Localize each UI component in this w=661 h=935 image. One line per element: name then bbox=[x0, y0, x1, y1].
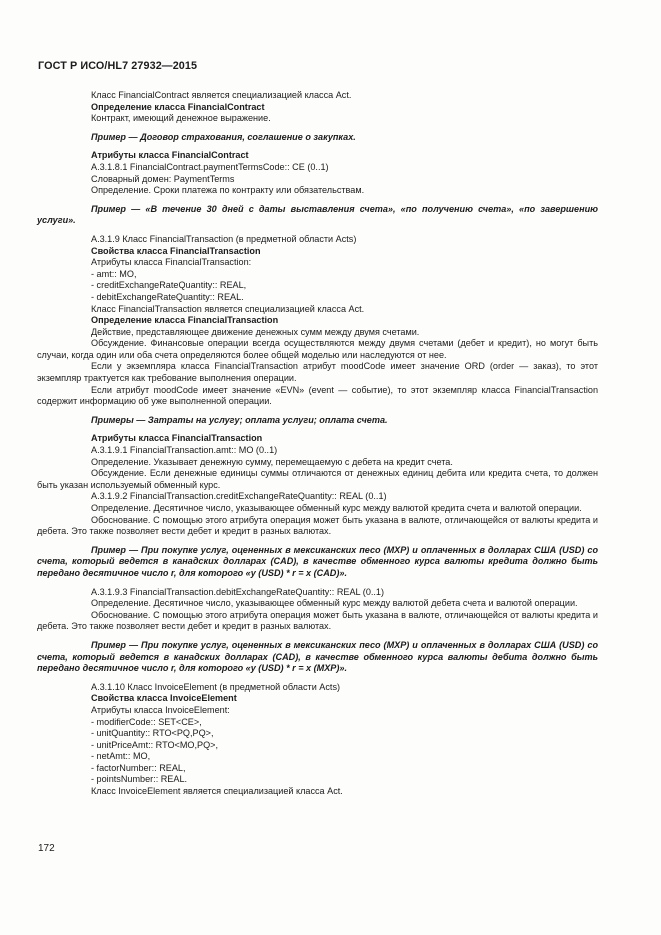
paragraph: Если атрибут moodCode имеет значение «EVN» (event — событие), то этот экземпляр класса FinancialTransaction содержит информацию об уже выполненной операции. bbox=[37, 384, 598, 407]
list-item: - netAmt:: MO, bbox=[91, 751, 151, 762]
list-item: - unitPriceAmt:: RTO<MO,PQ>, bbox=[91, 739, 219, 750]
paragraph: Словарный домен: PaymentTerms bbox=[91, 173, 235, 184]
paragraph: Контракт, имеющий денежное выражение. bbox=[91, 113, 271, 124]
document-body bbox=[37, 90, 598, 798]
section-heading: Свойства класса InvoiceElement bbox=[91, 693, 237, 704]
example: Пример — При покупке услуг, оцененных в мексиканских песо (MXP) и оплаченных в долларах США (USD) со счета, который ведется в канадских долларах (CAD), в качестве обменного курса валюты дебита должно быть передано десятичное число r, для которого «у (USD) * r = x (MXP)». bbox=[37, 639, 598, 674]
example: Пример — При покупке услуг, оцененных в мексиканских песо (MXP) и оплаченных в долларах США (USD) со счета, который ведется в канадских долларах (CAD), в качестве обменного курса валюты кредита должно быть передано десятичное число r, для которого «у (USD) * r = x (CAD)». bbox=[37, 544, 598, 578]
section-heading: Определение класса FinancialContract bbox=[91, 101, 265, 112]
paragraph: Обоснование. С помощью этого атрибута операция может быть указана в валюте, отличающейся от валюты кредита и дебета. Это также позволяет вести дебет и кредит в разных валютах. bbox=[37, 514, 598, 537]
list-item: - amt:: MO, bbox=[91, 268, 137, 279]
paragraph: A.3.1.9.1 FinancialTransaction.amt:: MO (0..1) bbox=[91, 445, 278, 456]
paragraph: Действие, представляющее движение денежных сумм между двумя счетами. bbox=[91, 326, 420, 337]
list-item: - unitQuantity:: RTO<PQ,PQ>, bbox=[91, 728, 214, 739]
list-item: - debitExchangeRateQuantity:: REAL. bbox=[91, 291, 244, 302]
paragraph: Атрибуты класса FinancialTransaction: bbox=[91, 257, 252, 268]
paragraph: A.3.1.9.3 FinancialTransaction.debitExchangeRateQuantity:: REAL (0..1) bbox=[91, 586, 385, 597]
section-heading: Атрибуты класса FinancialTransaction bbox=[91, 433, 263, 444]
list-item: - factorNumber:: REAL, bbox=[91, 762, 186, 773]
list-item: - creditExchangeRateQuantity:: REAL, bbox=[91, 280, 247, 291]
list-item: - pointsNumber:: REAL. bbox=[91, 774, 188, 785]
paragraph: A.3.1.8.1 FinancialContract.paymentTermsCode:: CE (0..1) bbox=[91, 161, 329, 172]
paragraph: Определение. Указывает денежную сумму, перемещаемую с дебета на кредит счета. bbox=[91, 456, 453, 467]
paragraph: Класс InvoiceElement является специализацией класса Act. bbox=[91, 786, 343, 797]
paragraph: Если у экземпляра класса FinancialTransaction атрибут moodCode имеет значение ORD (order — заказ), то этот экземпляр трактуется как требование выполнения операции. bbox=[37, 361, 598, 384]
paragraph: Класс FinancialContract является специализацией класса Act. bbox=[91, 90, 352, 100]
paragraph: Класс FinancialTransaction является специализацией класса Act. bbox=[91, 303, 365, 314]
section-heading: Атрибуты класса FinancialContract bbox=[91, 150, 249, 161]
section-heading: A.3.1.9 Класс FinancialTransaction (в предметной области Acts) bbox=[91, 233, 357, 244]
example: Пример — Договор страхования, соглашение о закупках. bbox=[91, 131, 356, 142]
paragraph: Определение. Десятичное число, указывающее обменный курс между валютой кредита счета и валютой операции. bbox=[91, 503, 582, 513]
paragraph: Обсуждение. Финансовые операции всегда осуществляются между двумя счетами (дебет и кредит), но могут быть случаи, когда один или оба счета определяются более общей моделью или наследуются от нее. bbox=[37, 338, 598, 360]
paragraph: Обоснование. С помощью этого атрибута операция может быть указана в валюте, отличающейся от валюты кредита и дебета. Это также позволяет вести дебет и кредит в разных валютах. bbox=[37, 609, 598, 632]
paragraph: Определение. Сроки платежа по контракту или обязательствам. bbox=[91, 185, 365, 196]
section-heading: A.3.1.10 Класс InvoiceElement (в предметной области Acts) bbox=[91, 681, 341, 692]
example: Пример — «В течение 30 дней с даты выставления счета», «по получению счета», «по завершению услуги». bbox=[37, 203, 598, 226]
page-number: 172 bbox=[38, 843, 55, 854]
example: Примеры — Затраты на услугу; оплата услуги; оплата счета. bbox=[91, 414, 388, 425]
section-heading: Свойства класса FinancialTransaction bbox=[91, 245, 261, 256]
paragraph: A.3.1.9.2 FinancialTransaction.creditExchangeRateQuantity:: REAL (0..1) bbox=[91, 491, 387, 502]
paragraph: Обсуждение. Если денежные единицы суммы отличаются от денежных единиц дебита или кредита счета, то должен быть указан используемый обменный курс. bbox=[37, 468, 598, 490]
paragraph: Атрибуты класса InvoiceElement: bbox=[91, 704, 230, 715]
section-heading: Определение класса FinancialTransaction bbox=[91, 315, 279, 326]
list-item: - modifierCode:: SET<CE>, bbox=[91, 716, 202, 727]
document-header: ГОСТ Р ИСО/HL7 27932—2015 bbox=[38, 60, 198, 72]
paragraph: Определение. Десятичное число, указывающее обменный курс между валютой дебета счета и валютой операции. bbox=[91, 598, 578, 609]
